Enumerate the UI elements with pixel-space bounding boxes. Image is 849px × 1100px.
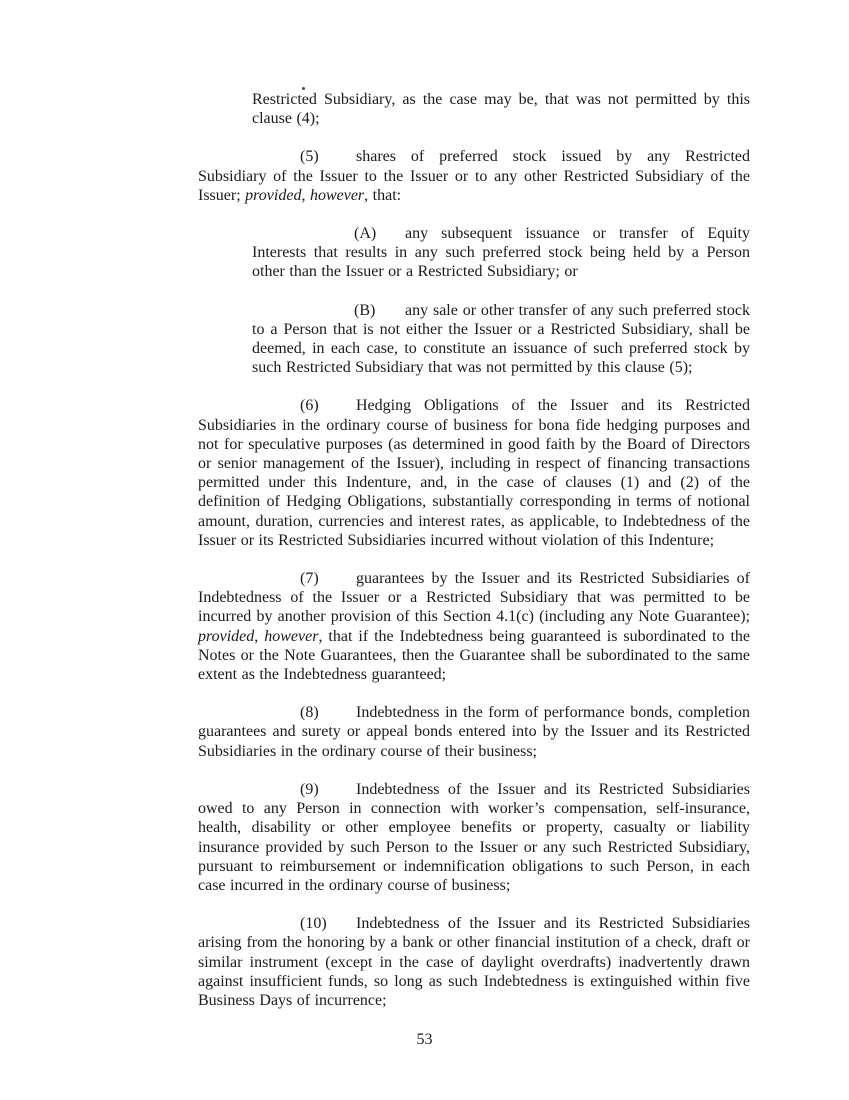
clause-text: Indebtedness in the form of performance bonds, completion guarantees and surety or appeal bonds entered into by the Issuer and its Restricted Subsidiaries in the ordinary course of their business; — [198, 704, 750, 760]
clause-8 — [198, 703, 750, 761]
clause-label: (5) — [300, 148, 319, 166]
clause-text: Restricted Subsidiary, as the case may be, that was not permitted by this clause (4); — [252, 91, 750, 128]
clause-9 — [198, 780, 750, 895]
clause-label: (7) — [300, 570, 319, 588]
clause-text: , that: — [364, 186, 402, 204]
clause-4-continuation — [252, 90, 750, 128]
page-number: 53 — [416, 1031, 433, 1048]
subclause-B — [252, 301, 750, 378]
clause-text: Indebtedness of the Issuer and its Restricted Subsidiaries owed to any Person in connection with worker’s compensation, self-insurance, health, disability or other employee benefits or property, casualty or liability insurance provided by such Person to the Issuer or any such Restricted Subsidiary, pursuant to reimbursement or indemnification obligations to such Person, in each case incurred in the ordinary course of business; — [198, 780, 750, 894]
clause-text-italic: provided — [245, 186, 302, 204]
clause-label: (10) — [300, 915, 327, 933]
clause-text-italic: provided — [198, 627, 255, 645]
clause-text: , — [301, 186, 310, 204]
clause-text-italic: however — [264, 627, 319, 645]
subclause-text: any sale or other transfer of any such preferred stock to a Person that is not either the Issuer or a Restricted Subsidiary, shall be deemed, in each case, to constitute an issuance of such preferred stock by such Restricted Subsidiary that was not permitted by this clause (5); — [252, 301, 750, 377]
clause-text: Hedging Obligations of the Issuer and its Restricted Subsidiaries in the ordinary course of business for bona fide hedging purposes and not for speculative purposes (as determined in good faith by the Board of Directors or senior management of the Issuer), including in respect of financing transactions permitted under this Indenture, and, in the case of clauses (1) and (2) of the definition of Hedging Obligations, substantially corresponding in terms of notional amount, duration, currencies and interest rates, as applicable, to Indebtedness of the Issuer or its Restricted Subsidiaries incurred without violation of this Indenture; — [198, 397, 750, 549]
clause-text: , that if the Indebtedness being guaranteed is subordinated to the Notes or the Note Guarantees, then the Guarantee shall be subordinated to the same extent as the Indebtedness guaranteed; — [198, 627, 750, 684]
clause-6 — [198, 396, 750, 550]
clause-label: (8) — [300, 704, 319, 722]
clause-5 — [198, 147, 750, 205]
clause-text: guarantees by the Issuer and its Restricted Subsidiaries of Indebtedness of the Issuer or a Restricted Subsidiary that was permitted to be incurred by another provision of this Section 4.1(c) (including any Note Guarantee); — [198, 570, 750, 626]
subclause-A — [252, 224, 750, 282]
clause-text: Indebtedness of the Issuer and its Restricted Subsidiaries arising from the honoring by a bank or other financial institution of a check, draft or similar instrument (except in the case of daylight overdrafts) inadvertently drawn against insufficient funds, so long as such Indebtedness is extinguished within five Business Days of incurrence; — [198, 915, 750, 1009]
clause-text-italic: however — [309, 186, 365, 204]
clause-label: (6) — [300, 397, 319, 415]
subclause-label: (A) — [354, 225, 377, 243]
clause-10 — [198, 914, 750, 1010]
document-text-block — [198, 90, 750, 1029]
subclause-text: any subsequent issuance or transfer of Equity Interests that results in any such preferred stock being held by a Person other than the Issuer or a Restricted Subsidiary; or — [252, 225, 750, 281]
clause-label: (9) — [300, 780, 319, 798]
clause-text: , — [254, 627, 265, 645]
subclause-label: (B) — [354, 301, 376, 319]
clause-text: shares of preferred stock issued by any Restricted Subsidiary of the Issuer to the Issuer or to any other Restricted Subsidiary of the Issuer; — [198, 148, 750, 204]
clause-7 — [198, 569, 750, 684]
